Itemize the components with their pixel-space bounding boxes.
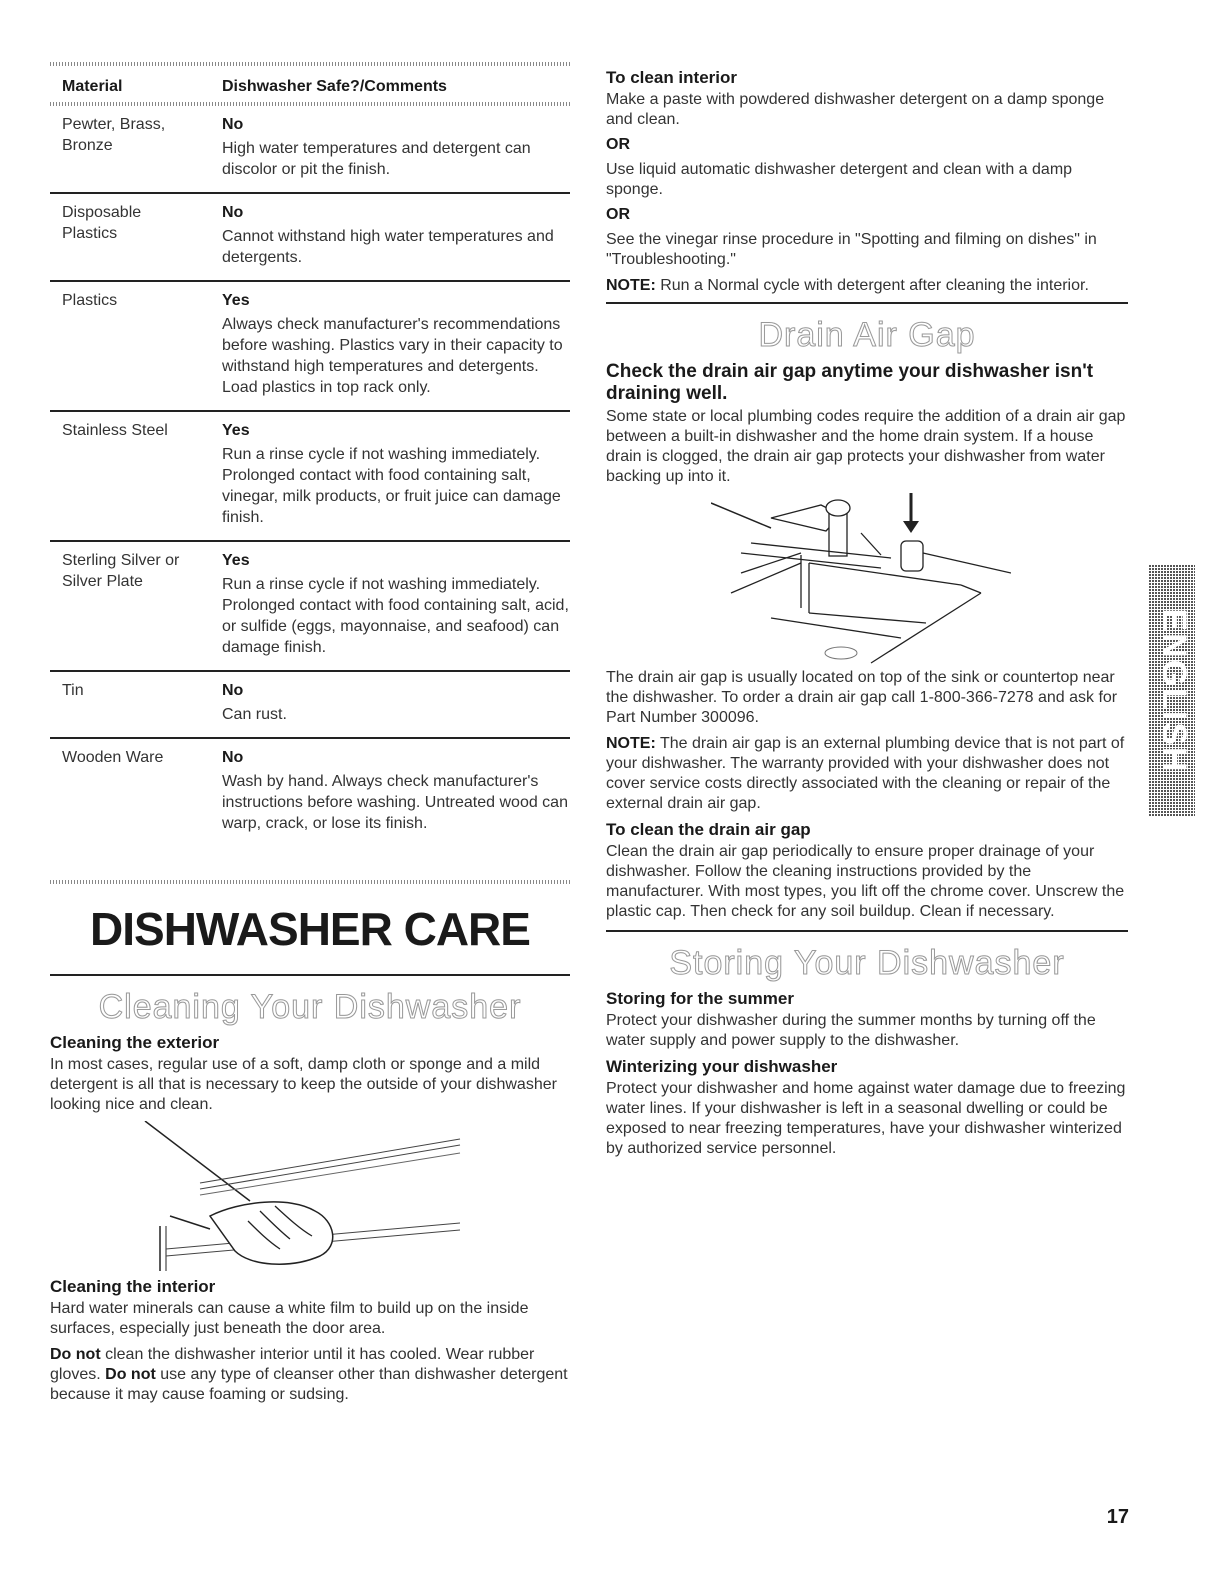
safe-value: No xyxy=(222,749,244,766)
material-cell: Wooden Ware xyxy=(62,749,164,766)
storing-section-title: Storing Your Dishwasher xyxy=(669,944,1065,982)
safe-value: No xyxy=(222,682,244,699)
do-not-2: Do not xyxy=(105,1366,156,1383)
table-row xyxy=(50,194,570,282)
safe-value: No xyxy=(222,116,244,133)
winter-text: Protect your dishwasher and home against water damage due to freezing water lines. If your dishwasher is left in a seasonal dwelling or could be exposed to near freezing temperatures, have your dishwasher winterized by authorized service personnel. xyxy=(606,1080,1126,1157)
page-title: DISHWASHER CARE xyxy=(90,903,530,955)
table-row xyxy=(50,106,570,194)
interior-text: Hard water minerals can cause a white film to build up on the inside surfaces, especially just beneath the door area. xyxy=(50,1300,529,1337)
comment-text: Run a rinse cycle if not washing immediately. Prolonged contact with food containing salt, vinegar, milk products, or fruit juice can damage finish. xyxy=(222,446,561,526)
interior-warning-text-a: clean the dishwasher interior until it has cooled. Wear rubber gloves. xyxy=(50,1346,535,1383)
clean-interior-note xyxy=(606,276,1128,296)
drain-section-title: Drain Air Gap xyxy=(758,316,976,354)
cleaning-section-title: Cleaning Your Dishwasher xyxy=(98,988,522,1026)
drain-heading: Check the drain air gap anytime your dishwasher isn't draining well. xyxy=(606,361,1094,404)
material-cell: Stainless Steel xyxy=(62,422,168,439)
or-1: OR xyxy=(606,136,630,153)
summer-heading: Storing for the summer xyxy=(606,989,794,1008)
drain-text-1: Some state or local plumbing codes require the addition of a drain air gap between a built-in dishwasher and the home drain system. If a house drain is clogged, the drain air gap protects your dishwasher from water backing up into it. xyxy=(606,408,1126,485)
drain-text-2: The drain air gap is usually located on top of the sink or countertop near the dishwasher. To order a drain air gap call 1-800-366-7278 and ask for Part Number 300096. xyxy=(606,669,1118,726)
do-not-1: Do not xyxy=(50,1346,101,1363)
material-cell: Sterling Silver or Silver Plate xyxy=(62,552,180,590)
table-row xyxy=(50,542,570,672)
interior-warning-text-b: use any type of cleanser other than dishwasher detergent because it may cause foaming or sudsing. xyxy=(50,1366,568,1403)
clean-interior-text-3: See the vinegar rinse procedure in "Spotting and filming on dishes" in "Troubleshooting." xyxy=(606,231,1097,268)
drain-air-gap-illustration xyxy=(711,493,1011,668)
comment-text: High water temperatures and detergent can discolor or pit the finish. xyxy=(222,140,531,178)
info-cell xyxy=(222,550,570,658)
material-header: Material xyxy=(62,78,123,95)
clean-interior-text-2: Use liquid automatic dishwasher detergent and clean with a damp sponge. xyxy=(606,161,1073,198)
summer-text: Protect your dishwasher during the summer months by turning off the water supply and power supply to the dishwasher. xyxy=(606,1012,1096,1049)
comment-text: Always check manufacturer's recommendations before washing. Plastics vary in their capacity to withstand high temperatures and detergents. Load plastics in top rack only. xyxy=(222,316,563,396)
info-cell xyxy=(222,747,570,834)
interior-heading: Cleaning the interior xyxy=(50,1277,216,1296)
winter-heading: Winterizing your dishwasher xyxy=(606,1057,838,1076)
clean-interior-text-1: Make a paste with powdered dishwasher detergent on a damp sponge and clean. xyxy=(606,91,1105,128)
language-side-tab xyxy=(1149,565,1195,817)
safe-value: Yes xyxy=(222,422,250,439)
table-row xyxy=(50,672,570,739)
info-cell xyxy=(222,680,570,725)
material-cell: Disposable Plastics xyxy=(62,204,142,242)
safe-header: Dishwasher Safe?/Comments xyxy=(222,78,447,95)
material-cell: Tin xyxy=(62,682,84,699)
interior-warning xyxy=(50,1345,570,1405)
material-cell: Plastics xyxy=(62,292,118,309)
safe-value: Yes xyxy=(222,552,250,569)
exterior-text: In most cases, regular use of a soft, damp cloth or sponge and a mild detergent is all that is necessary to keep the outside of your dishwasher looking nice and clean. xyxy=(50,1056,557,1113)
info-cell xyxy=(222,114,570,180)
clean-drain-heading: To clean the drain air gap xyxy=(606,820,811,839)
exterior-heading: Cleaning the exterior xyxy=(50,1033,220,1052)
or-2: OR xyxy=(606,206,630,223)
safe-value: No xyxy=(222,204,244,221)
side-tab-label: ENGLISH xyxy=(1155,608,1194,774)
clean-interior-heading: To clean interior xyxy=(606,68,737,87)
section-rule-right-2 xyxy=(606,930,1128,932)
table-row xyxy=(50,412,570,542)
section-rule-right xyxy=(606,302,1128,304)
page-number: 17 xyxy=(1106,1506,1129,1528)
wiping-hand-illustration xyxy=(140,1121,470,1271)
table-row xyxy=(50,739,570,846)
drain-note xyxy=(606,734,1128,814)
material-cell: Pewter, Brass, Bronze xyxy=(62,116,166,154)
section-rule xyxy=(50,974,570,976)
drain-note-text: The drain air gap is an external plumbing device that is not part of your dishwasher. The warranty provided with your dishwasher does not cover service costs directly associated with the cleaning or repair of the external drain air gap. xyxy=(606,735,1125,812)
note-text: Run a Normal cycle with detergent after cleaning the interior. xyxy=(655,277,1089,294)
comment-text: Run a rinse cycle if not washing immediately. Prolonged contact with food containing salt, acid, or sulfide (eggs, mayonnaise, and seafood) can damage finish. xyxy=(222,576,569,656)
table-header xyxy=(50,66,570,102)
info-cell xyxy=(222,202,570,268)
comment-text: Wash by hand. Always check manufacturer's instructions before washing. Untreated wood can warp, crack, or lose its finish. xyxy=(222,773,568,832)
note-label: NOTE: xyxy=(606,277,656,294)
drain-note-label: NOTE: xyxy=(606,735,656,752)
info-cell xyxy=(222,420,570,528)
table-bottom-rule xyxy=(50,880,570,884)
info-cell xyxy=(222,290,570,398)
left-column xyxy=(50,62,570,1411)
material-table xyxy=(50,106,570,846)
table-row xyxy=(50,282,570,412)
clean-drain-text: Clean the drain air gap periodically to ensure proper drainage of your dishwasher. Follow the cleaning instructions provided by the manufacturer. With most types, you lift off the chrome cover. Unscrew the plastic cap. Then check for any soil buildup. Clean if necessary. xyxy=(606,843,1125,920)
safe-value: Yes xyxy=(222,292,250,309)
comment-text: Cannot withstand high water temperatures and detergents. xyxy=(222,228,554,266)
comment-text: Can rust. xyxy=(222,706,287,723)
right-column xyxy=(606,62,1128,1165)
